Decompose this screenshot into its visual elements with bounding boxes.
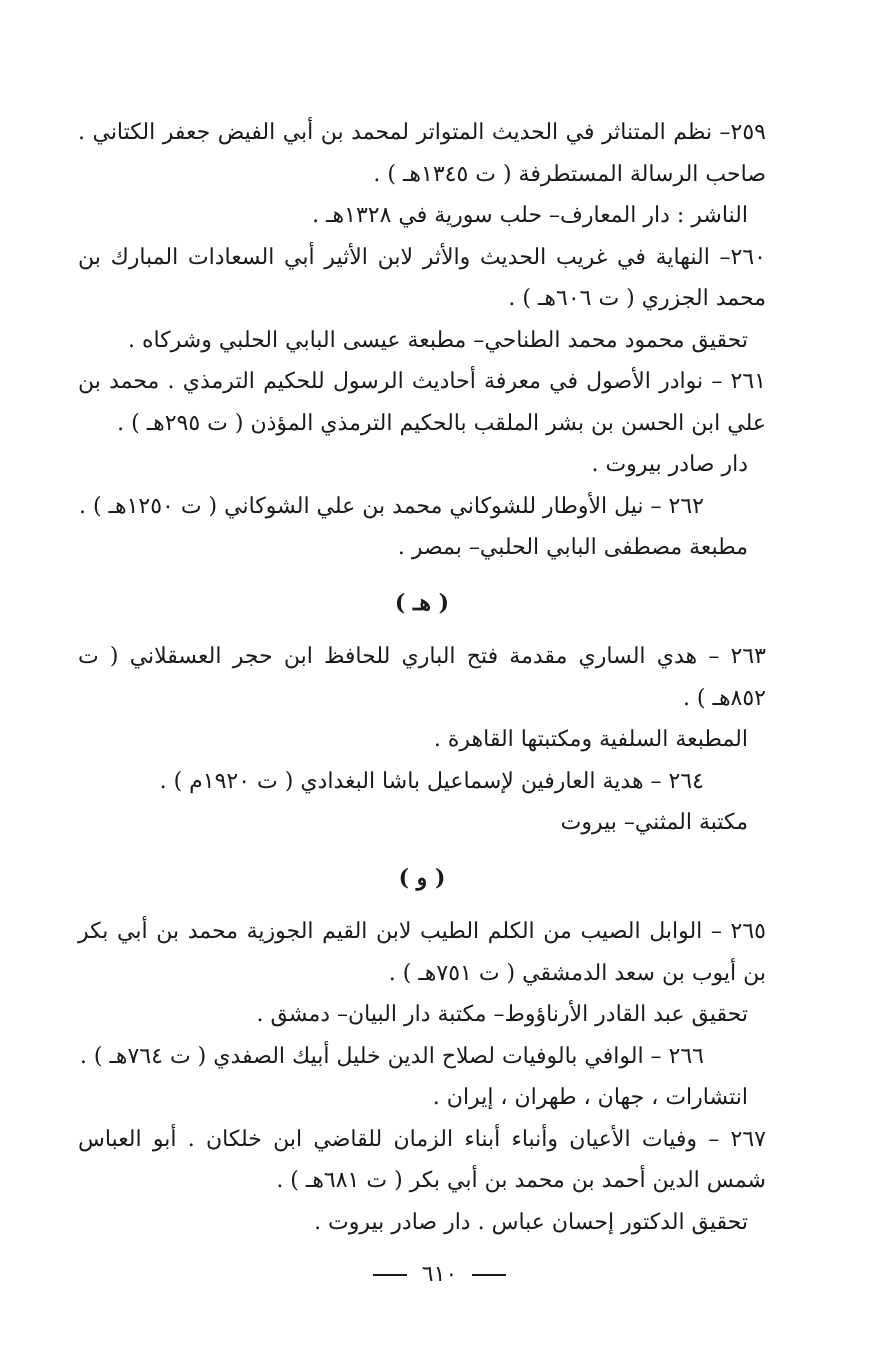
bibliography-entry-265: ٢٦٥ – الوابل الصيب من الكلم الطيب لابن القيم الجوزية محمد بن أبي بكر بن أيوب بن سعد الدمشقي ( ت ٧٥١هـ ) . bbox=[78, 919, 766, 986]
bibliography-entry-260: ٢٦٠– النهاية في غريب الحديث والأثر لابن الأثير أبي السعادات المبارك بن محمد الجزري ( ت ٦٠٦هـ ) . bbox=[78, 244, 766, 311]
section-heading-waw: ( و ) bbox=[398, 864, 446, 891]
section-heading-ha: ( هـ ) bbox=[394, 589, 450, 616]
entry-259-publisher: الناشر : دار المعارف– حلب سورية في ١٣٢٨هـ . bbox=[312, 203, 748, 228]
page-number: ٦١٠ bbox=[421, 1262, 458, 1287]
bibliography-entry-266: ٢٦٦ – الوافي بالوفيات لصلاح الدين خليل أبيك الصفدي ( ت ٧٦٤هـ ) . bbox=[79, 1043, 704, 1069]
entry-260-publisher: تحقيق محمود محمد الطناحي– مطبعة عيسى البابي الحلبي وشركاه . bbox=[127, 327, 748, 353]
entry-267-publisher: تحقيق الدكتور إحسان عباس . دار صادر بيروت . bbox=[314, 1209, 748, 1235]
entry-266-publisher: انتشارات ، جهان ، طهران ، إيران . bbox=[432, 1085, 748, 1110]
entry-264-publisher: مكتبة المثني– بيروت bbox=[560, 810, 748, 835]
bibliography-entry-267: ٢٦٧ – وفيات الأعيان وأنباء أبناء الزمان للقاضي ابن خلكان . أبو العباس شمس الدين أحمد بن محمد بن أبي بكر ( ت ٦٨١هـ ) . bbox=[78, 1126, 766, 1193]
entry-261-publisher: دار صادر بيروت . bbox=[591, 452, 748, 477]
entry-263-publisher: المطبعة السلفية ومكتبتها القاهرة . bbox=[433, 727, 748, 752]
bibliography-entry-264: ٢٦٤ – هدية العارفين لإسماعيل باشا البغدادي ( ت ١٩٢٠م ) . bbox=[159, 768, 704, 794]
page-footer bbox=[0, 1262, 879, 1287]
bibliography-entry-259: ٢٥٩– نظم المتناثر في الحديث المتواتر لمحمد بن أبي الفيض جعفر الكتاني . صاحب الرسالة المستطرفة ( ت ١٣٤٥هـ ) . bbox=[78, 120, 766, 187]
bibliography-entry-263: ٢٦٣ – هدي الساري مقدمة فتح الباري للحافظ ابن حجر العسقلاني ( ت ٨٥٢هـ ) . bbox=[78, 644, 766, 711]
footer-dash-left bbox=[373, 1274, 407, 1276]
footer-dash-right bbox=[472, 1274, 506, 1276]
bibliography-entry-261: ٢٦١ – نوادر الأصول في معرفة أحاديث الرسول للحكيم الترمذي . محمد بن علي ابن الحسن بن بشر الملقب بالحكيم الترمذي المؤذن ( ت ٢٩٥هـ ) . bbox=[78, 369, 766, 436]
entry-265-publisher: تحقيق عبد القادر الأرناؤوط– مكتبة دار البيان– دمشق . bbox=[256, 1002, 748, 1027]
entry-262-publisher: مطبعة مصطفى البابي الحلبي– بمصر . bbox=[397, 535, 748, 560]
page-body bbox=[78, 112, 766, 1243]
bibliography-entry-262: ٢٦٢ – نيل الأوطار للشوكاني محمد بن علي الشوكاني ( ت ١٢٥٠هـ ) . bbox=[78, 493, 704, 519]
